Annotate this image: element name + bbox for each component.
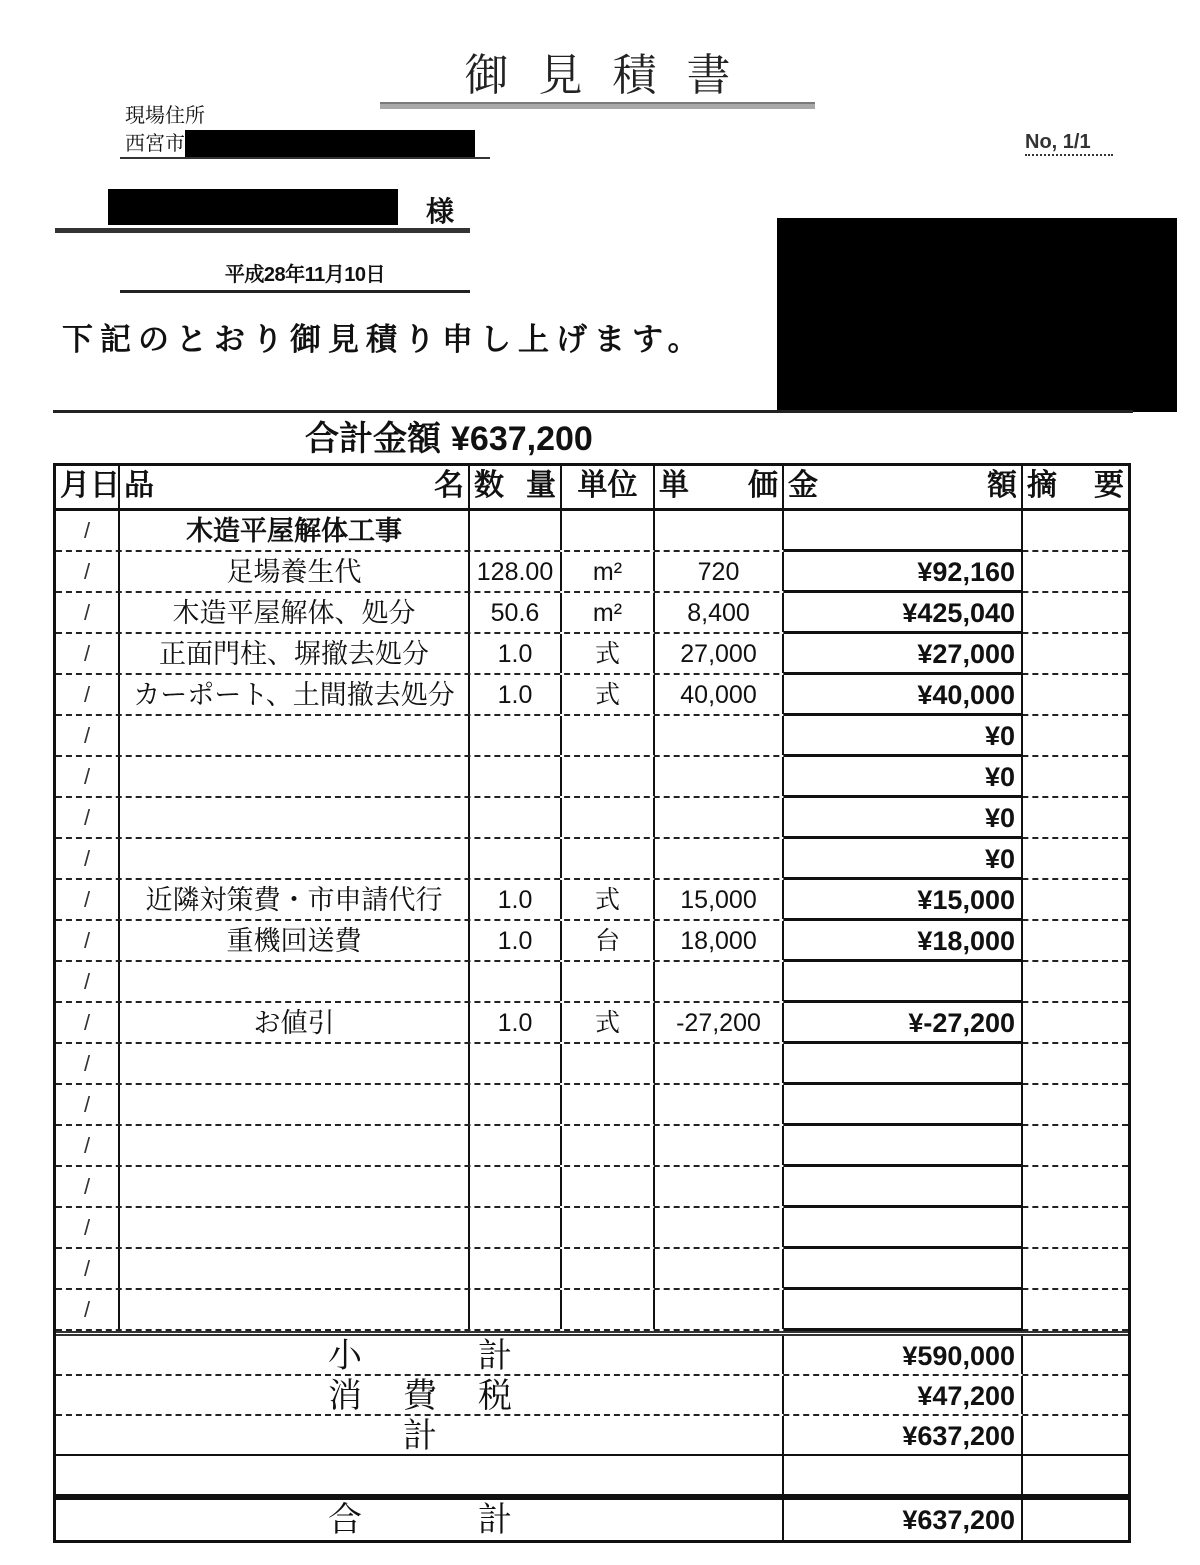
tax-note: [1023, 1376, 1128, 1414]
document-title: 御見積書: [464, 50, 761, 101]
blank-note: [1023, 1456, 1128, 1494]
table-row: [56, 593, 1128, 634]
row-note: [1023, 1126, 1128, 1165]
header-note: [1023, 466, 1128, 508]
header-amount-char: 額: [987, 469, 1017, 502]
total-label-char: 計: [403, 1417, 437, 1455]
row-date: /: [56, 593, 120, 632]
redacted-client-name: [108, 189, 398, 225]
redacted-company-block: [777, 218, 1177, 412]
row-item-name: 足場養生代: [120, 552, 470, 591]
row-item-name: 木造平屋解体、処分: [120, 593, 470, 632]
tax-label-char: 費: [403, 1377, 437, 1415]
row-date: /: [56, 1290, 120, 1329]
row-item-name: 木造平屋解体工事: [120, 511, 470, 550]
row-unit: [562, 1044, 655, 1083]
row-quantity: [470, 716, 562, 755]
row-date: /: [56, 798, 120, 837]
issue-date: 平成28年11月10日: [224, 264, 386, 286]
header-item-char: 品: [124, 469, 154, 502]
row-quantity: 50.6: [470, 593, 562, 632]
header-unit: [562, 466, 655, 508]
row-note: [1023, 675, 1128, 714]
row-note: [1023, 921, 1128, 960]
row-quantity: [470, 1085, 562, 1124]
row-unit-price: [655, 757, 784, 796]
row-quantity: 128.00: [470, 552, 562, 591]
header-price-char: 単: [659, 469, 689, 502]
grand-note: [1023, 1500, 1128, 1540]
row-item-name: [120, 1290, 470, 1329]
row-amount: [784, 1249, 1023, 1290]
row-quantity: 1.0: [470, 880, 562, 919]
table-row: [56, 511, 1128, 552]
row-item-name: [120, 1208, 470, 1247]
row-amount: [784, 1208, 1023, 1249]
row-date: /: [56, 962, 120, 1001]
grand-label-char: 計: [478, 1501, 512, 1539]
table-row: [56, 1044, 1128, 1085]
row-quantity: 1.0: [470, 921, 562, 960]
row-unit: [562, 798, 655, 837]
row-date: /: [56, 1208, 120, 1247]
row-note: [1023, 1085, 1128, 1124]
row-amount: ¥15,000: [784, 880, 1023, 921]
table-row: [56, 1126, 1128, 1167]
total-value: ¥637,200: [784, 1416, 1023, 1454]
row-amount: [784, 1085, 1023, 1126]
summary-section: [56, 1331, 1128, 1540]
table-row: [56, 1290, 1128, 1331]
row-item-name: [120, 1167, 470, 1206]
subtotal-label-char: 計: [478, 1337, 512, 1375]
table-header: [56, 466, 1128, 511]
row-note: [1023, 634, 1128, 673]
row-date: /: [56, 1126, 120, 1165]
header-qty-char: 数: [474, 469, 504, 502]
row-quantity: [470, 962, 562, 1001]
row-item-name: [120, 1044, 470, 1083]
tax-value: ¥47,200: [784, 1376, 1023, 1414]
row-date: /: [56, 1044, 120, 1083]
row-unit-price: [655, 798, 784, 837]
row-item-name: [120, 962, 470, 1001]
table-row: [56, 1208, 1128, 1249]
row-item-name: カーポート、土間撤去処分: [120, 675, 470, 714]
row-unit: [562, 1126, 655, 1165]
row-note: [1023, 716, 1128, 755]
blank-label: [56, 1456, 784, 1494]
row-unit-price: -27,200: [655, 1003, 784, 1042]
row-quantity: [470, 839, 562, 878]
row-date: /: [56, 1249, 120, 1288]
row-unit-price: [655, 1167, 784, 1206]
row-unit-price: [655, 1290, 784, 1329]
row-quantity: [470, 1167, 562, 1206]
row-amount: [784, 1044, 1023, 1085]
row-item-name: [120, 1249, 470, 1288]
grand-label-char: 合: [328, 1501, 362, 1539]
summary-subtotal-row: [56, 1336, 1128, 1376]
site-address: [125, 130, 475, 158]
row-unit: m²: [562, 593, 655, 632]
row-note: [1023, 1003, 1128, 1042]
row-unit: [562, 1290, 655, 1329]
row-amount: [784, 962, 1023, 1003]
row-date: /: [56, 1085, 120, 1124]
row-quantity: [470, 1290, 562, 1329]
row-amount: [784, 1167, 1023, 1208]
row-note: [1023, 1249, 1128, 1288]
row-note: [1023, 1044, 1128, 1083]
row-unit: [562, 1208, 655, 1247]
row-quantity: [470, 1208, 562, 1247]
site-city: 西宮市: [125, 133, 185, 155]
row-unit-price: [655, 1249, 784, 1288]
row-unit: [562, 962, 655, 1001]
row-unit-price: 15,000: [655, 880, 784, 919]
row-unit-price: [655, 839, 784, 878]
row-unit-price: [655, 1208, 784, 1247]
row-amount: ¥0: [784, 757, 1023, 798]
grand-total-rule: [53, 410, 1133, 413]
row-unit: [562, 757, 655, 796]
row-unit-price: 18,000: [655, 921, 784, 960]
header-item-char: 名: [434, 469, 464, 502]
header-amount: [784, 466, 1023, 508]
row-amount: ¥27,000: [784, 634, 1023, 675]
row-item-name: [120, 1085, 470, 1124]
row-note: [1023, 880, 1128, 919]
row-quantity: [470, 1044, 562, 1083]
row-item-name: 正面門柱、塀撤去処分: [120, 634, 470, 673]
grand-total-label: 合計金額: [305, 420, 441, 458]
row-unit-price: [655, 511, 784, 550]
header-note-char: 摘: [1027, 469, 1057, 502]
header-amount-char: 金: [788, 469, 818, 502]
tax-label: [56, 1376, 784, 1414]
row-date: /: [56, 921, 120, 960]
header-date: [56, 466, 120, 508]
row-unit: [562, 716, 655, 755]
subtotal-label: [56, 1336, 784, 1374]
row-unit: 式: [562, 880, 655, 919]
row-amount: ¥18,000: [784, 921, 1023, 962]
row-amount: ¥40,000: [784, 675, 1023, 716]
tax-label-char: 消: [328, 1377, 362, 1415]
client-honorific: 様: [426, 195, 455, 228]
greeting-text: 下記のとおり御見積り申し上げます。: [62, 322, 706, 358]
row-unit: 式: [562, 675, 655, 714]
row-unit-price: 40,000: [655, 675, 784, 714]
row-note: [1023, 1290, 1128, 1329]
row-unit-price: 27,000: [655, 634, 784, 673]
subtotal-label-char: 小: [328, 1337, 362, 1375]
row-note: [1023, 757, 1128, 796]
row-unit: [562, 1167, 655, 1206]
header-item: [120, 466, 470, 508]
row-unit-price: 8,400: [655, 593, 784, 632]
row-date: /: [56, 1167, 120, 1206]
table-row: [56, 1167, 1128, 1208]
table-row: [56, 716, 1128, 757]
row-item-name: お値引: [120, 1003, 470, 1042]
row-date: /: [56, 757, 120, 796]
row-quantity: 1.0: [470, 634, 562, 673]
row-quantity: [470, 511, 562, 550]
row-date: /: [56, 880, 120, 919]
header-price-char: 価: [748, 469, 778, 502]
row-quantity: 1.0: [470, 1003, 562, 1042]
row-unit-price: [655, 1126, 784, 1165]
row-date: /: [56, 675, 120, 714]
row-note: [1023, 593, 1128, 632]
header-unit-text: 単位: [577, 469, 638, 502]
row-amount: ¥92,160: [784, 552, 1023, 593]
row-unit: [562, 1085, 655, 1124]
row-item-name: [120, 839, 470, 878]
header-qty: [470, 466, 562, 508]
row-amount: ¥425,040: [784, 593, 1023, 634]
row-amount: [784, 1290, 1023, 1331]
table-row: [56, 634, 1128, 675]
title-underline: [380, 102, 815, 109]
row-quantity: [470, 757, 562, 796]
row-unit: 式: [562, 634, 655, 673]
summary-total-row: [56, 1416, 1128, 1456]
summary-grand-row: [56, 1500, 1128, 1540]
row-amount: ¥0: [784, 798, 1023, 839]
row-note: [1023, 839, 1128, 878]
table-row: [56, 675, 1128, 716]
row-unit: m²: [562, 552, 655, 591]
table-body: [56, 511, 1128, 1331]
row-date: /: [56, 634, 120, 673]
row-note: [1023, 1167, 1128, 1206]
grand-total-value: ¥637,200: [451, 420, 593, 458]
summary-tax-row: [56, 1376, 1128, 1416]
summary-blank-row: [56, 1456, 1128, 1500]
client-underline: [55, 228, 470, 233]
row-note: [1023, 1208, 1128, 1247]
table-row: [56, 880, 1128, 921]
subtotal-value: ¥590,000: [784, 1336, 1023, 1374]
row-unit-price: [655, 1044, 784, 1083]
table-row: [56, 962, 1128, 1003]
row-unit-price: [655, 716, 784, 755]
date-underline: [120, 290, 470, 293]
site-address-label: 現場住所: [125, 105, 205, 127]
table-row: [56, 757, 1128, 798]
subtotal-note: [1023, 1336, 1128, 1374]
header-qty-char: 量: [526, 469, 556, 502]
table-row: [56, 552, 1128, 593]
row-unit: [562, 839, 655, 878]
tax-label-char: 税: [478, 1377, 512, 1415]
row-date: /: [56, 1003, 120, 1042]
grand-value: ¥637,200: [784, 1500, 1023, 1540]
estimate-table: [53, 463, 1131, 1543]
row-date: /: [56, 716, 120, 755]
header-date-char: 日: [90, 469, 120, 502]
row-note: [1023, 552, 1128, 591]
grand-label: [56, 1500, 784, 1540]
total-label: [56, 1416, 784, 1454]
site-address-underline: [120, 157, 490, 159]
table-row: [56, 1249, 1128, 1290]
row-unit-price: [655, 1085, 784, 1124]
row-unit-price: [655, 962, 784, 1001]
row-quantity: [470, 1126, 562, 1165]
table-row: [56, 839, 1128, 880]
row-quantity: [470, 1249, 562, 1288]
row-note: [1023, 798, 1128, 837]
grand-total: [305, 418, 603, 460]
header-note-char: 要: [1094, 469, 1124, 502]
row-unit-price: 720: [655, 552, 784, 591]
row-amount: ¥0: [784, 716, 1023, 757]
redacted-address: [185, 130, 475, 158]
row-date: /: [56, 511, 120, 550]
row-item-name: [120, 1126, 470, 1165]
table-row: [56, 1003, 1128, 1044]
row-note: [1023, 962, 1128, 1001]
row-amount: [784, 1126, 1023, 1167]
header-date-char: 月: [60, 469, 90, 502]
row-unit: 式: [562, 1003, 655, 1042]
document-number: No, 1/1: [1025, 130, 1113, 156]
row-quantity: 1.0: [470, 675, 562, 714]
table-row: [56, 921, 1128, 962]
row-item-name: 重機回送費: [120, 921, 470, 960]
row-date: /: [56, 552, 120, 591]
total-note: [1023, 1416, 1128, 1454]
row-unit: [562, 511, 655, 550]
row-unit: [562, 1249, 655, 1288]
row-item-name: [120, 716, 470, 755]
row-amount: [784, 511, 1023, 552]
row-note: [1023, 511, 1128, 550]
row-item-name: [120, 757, 470, 796]
blank-value: [784, 1456, 1023, 1494]
row-unit: 台: [562, 921, 655, 960]
row-quantity: [470, 798, 562, 837]
row-amount: ¥0: [784, 839, 1023, 880]
row-item-name: [120, 798, 470, 837]
row-date: /: [56, 839, 120, 878]
table-row: [56, 798, 1128, 839]
table-row: [56, 1085, 1128, 1126]
row-item-name: 近隣対策費・市申請代行: [120, 880, 470, 919]
row-amount: ¥-27,200: [784, 1003, 1023, 1044]
header-price: [655, 466, 784, 508]
